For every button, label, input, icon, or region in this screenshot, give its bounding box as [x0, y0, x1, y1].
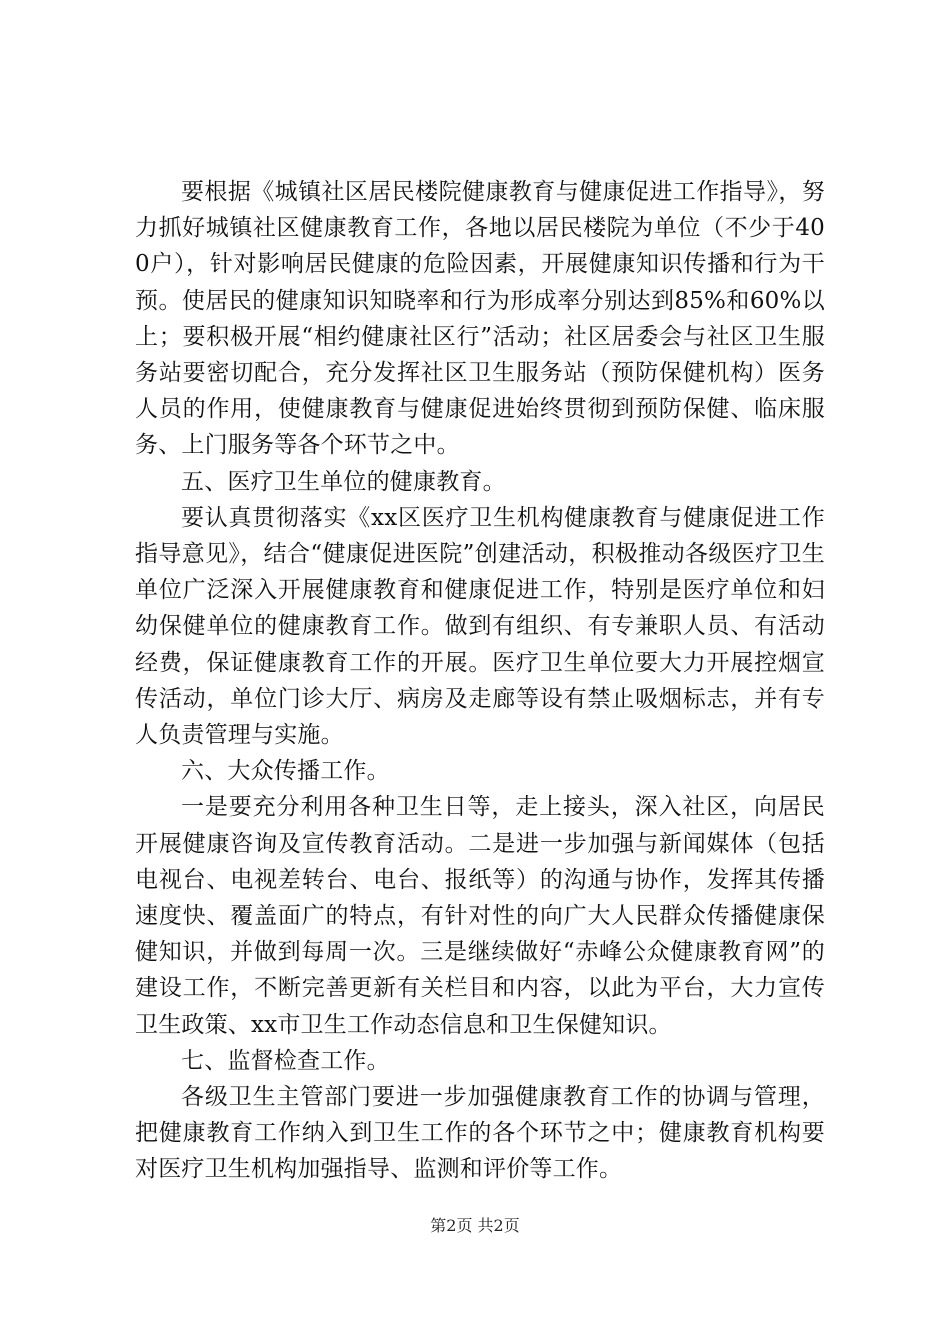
paragraph-medical-units: 要认真贯彻落实《xx区医疗卫生机构健康教育与健康促进工作指导意见》，结合“健康促进医院”创建活动，积极推动各级医疗卫生单位广泛深入开展健康教育和健康促进工作，特别是医疗单位和妇幼保健单位的健康教育工作。做到有组织、有专兼职人员、有活动经费，保证健康教育工作的开展。医疗卫生单位要大力开展控烟宣传活动，单位门诊大厅、病房及走廊等设有禁止吸烟标志，并有专人负责管理与实施。: [135, 504, 825, 749]
section-heading-mass-communication: 六、大众传播工作。: [181, 758, 390, 785]
section-heading-medical-units: 五、医疗卫生单位的健康教育。: [181, 468, 506, 495]
paragraph-supervision: 各级卫生主管部门要进一步加强健康教育工作的协调与管理，把健康教育工作纳入到卫生工作的各个环节之中；健康教育机构要对医疗卫生机构加强指导、监测和评价等工作。: [135, 1084, 825, 1183]
paragraph-community-health: 要根据《城镇社区居民楼院健康教育与健康促进工作指导》，努力抓好城镇社区健康教育工作，各地以居民楼院为单位（不少于400户），针对影响居民健康的危险因素，开展健康知识传播和行为干预。使居民的健康知识知晓率和行为形成率分别达到85%和60%以上；要积极开展“相约健康社区行”活动；社区居委会与社区卫生服务站要密切配合，充分发挥社区卫生服务站（预防保健机构）医务人员的作用，使健康教育与健康促进始终贯彻到预防保健、临床服务、上门服务等各个环节之中。: [135, 179, 825, 459]
paragraph-mass-communication: 一是要充分利用各种卫生日等，走上接头，深入社区，向居民开展健康咨询及宣传教育活动。二是进一步加强与新闻媒体（包括电视台、电视差转台、电台、报纸等）的沟通与协作，发挥其传播速度快、覆盖面广的特点，有针对性的向广大人民群众传播健康保健知识，并做到每周一次。三是继续做好“赤峰公众健康教育网”的建设工作，不断完善更新有关栏目和内容，以此为平台，大力宣传卫生政策、xx市卫生工作动态信息和卫生保健知识。: [135, 794, 825, 1038]
page-number-footer: 第2页 共2页: [430, 1216, 520, 1235]
section-heading-supervision: 七、监督检查工作。: [181, 1047, 390, 1074]
document-body: [135, 174, 825, 1188]
